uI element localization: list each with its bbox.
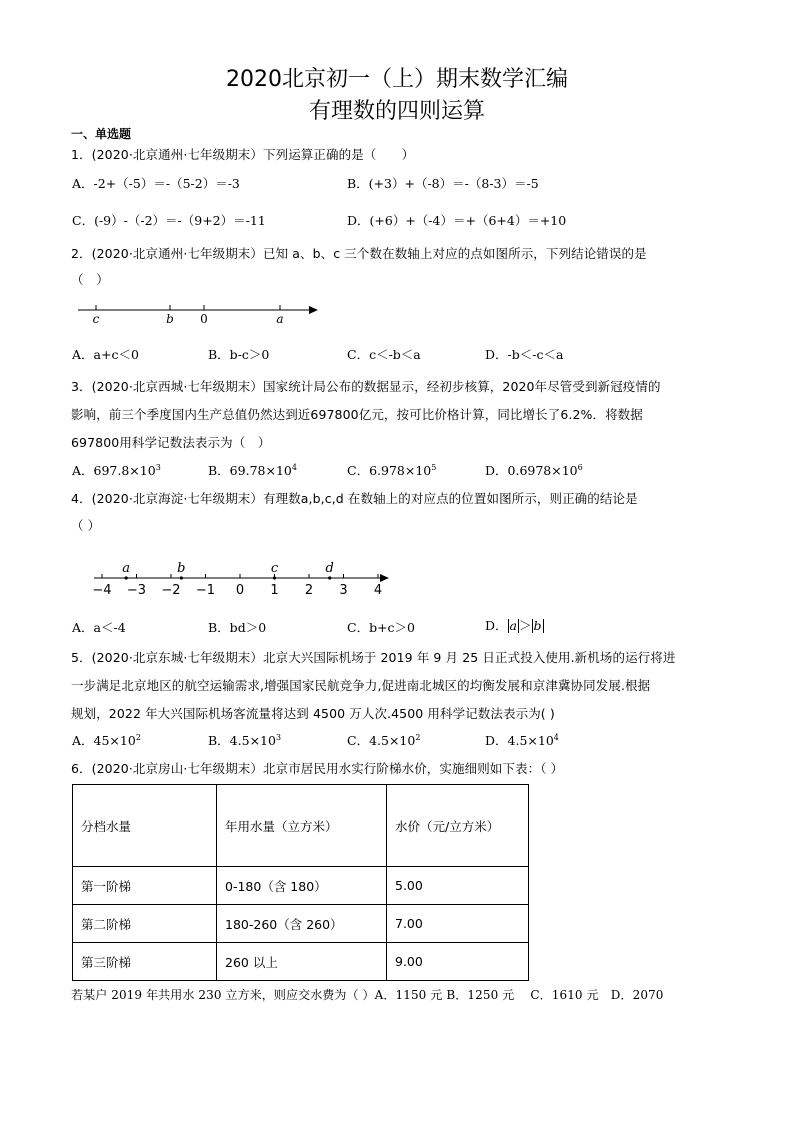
q5-option-c: C．$4.5\times 10^2$ — [347, 733, 421, 748]
table-cell: 0-180（含 180） — [217, 867, 387, 905]
q4-point-d — [328, 576, 331, 579]
q3-line1: 3．(2020·北京西城·七年级期末）国家统计局公布的数据显示，经初步核算，2020年尽管受到新冠疫情的 — [71, 379, 661, 394]
table-cell: 5.00 — [387, 867, 529, 905]
q2-label-0: 0 — [200, 312, 208, 326]
q4-tick-label: 3 — [339, 583, 348, 598]
page-subtitle: 有理数的四则运算 — [308, 99, 485, 124]
table-cell: 7.00 — [387, 905, 529, 943]
table-row — [73, 943, 529, 981]
q3-option-c: C．$6.978\times 10^5$ — [347, 463, 437, 478]
q1-stem: 1．(2020·北京通州·七年级期末）下列运算正确的是（ ） — [71, 147, 415, 162]
q4-option-c: C．b+c＞0 — [347, 620, 415, 635]
q4-tick-label: 4 — [373, 583, 383, 598]
q5-option-d: D．$4.5\times 10^4$ — [485, 733, 559, 748]
q2-option-a: A．a+c＜0 — [72, 347, 139, 362]
q1-option-d: D．(+6）+（-4）＝+（6+4）＝+10 — [347, 213, 567, 228]
q4-abs-a: a — [509, 618, 517, 633]
q4-tick-label: 2 — [304, 583, 314, 598]
table-row — [73, 867, 529, 905]
q1-option-a: A．-2+（-5）＝-（5-2）＝-3 — [72, 176, 240, 191]
water-price-table — [72, 784, 529, 981]
q4-point-b — [180, 576, 183, 579]
q5-line1: 5．(2020·北京东城·七年级期末）北京大兴国际机场于 2019 年 9 月 25 日正式投入使用.新机场的运行将进 — [71, 650, 676, 665]
q2-stem: 2．(2020·北京通州·七年级期末）已知 a、b、c 三个数在数轴上对应的点如图所示，下列结论错误的是 — [71, 246, 647, 261]
section-heading: 一、单选题 — [71, 127, 132, 141]
q4-point-c — [273, 576, 276, 579]
table-cell: 260 以上 — [217, 943, 387, 981]
q4-point-label-d: d — [325, 561, 334, 576]
table-cell: 180-260（含 260） — [217, 905, 387, 943]
q5-option-a: A．$45\times 10^2$ — [72, 733, 141, 748]
q2-label-b: b — [166, 312, 174, 326]
table-row — [73, 905, 529, 943]
q2-label-c: c — [92, 312, 100, 326]
q5-option-b: B．$4.5\times 10^3$ — [208, 733, 282, 748]
table-cell: 9.00 — [387, 943, 529, 981]
q4-arrowhead — [380, 574, 389, 582]
q4-point-label-a: a — [122, 561, 131, 576]
q4-stem: 4．(2020·北京海淀·七年级期末）有理数a,b,c,d 在数轴上的对应点的位置如图所示，则正确的结论是 — [71, 491, 638, 506]
q2-paren: （ ） — [71, 272, 109, 287]
q2-label-a: a — [276, 312, 284, 326]
q2-arrowhead — [309, 306, 318, 314]
q4-point-label-c: c — [270, 561, 279, 576]
q1-option-c: C．(-9）-（-2）＝-（9+2）＝-11 — [72, 213, 266, 228]
q3-option-b: B．$69.78\times 10^4$ — [208, 463, 297, 478]
q4-points — [122, 561, 334, 580]
q2-option-b: B．b-c＞0 — [208, 347, 270, 362]
q4-option-d: D． a ＞ b — [485, 618, 542, 633]
q4-number-line — [88, 558, 398, 602]
q4-option-b: B．bd＞0 — [208, 620, 267, 635]
q3-option-d: D．$0.6978\times 10^6$ — [485, 463, 583, 478]
q4-tick-label: −2 — [161, 583, 181, 598]
q4-abs-b: b — [533, 618, 542, 633]
q4-tick-label: −4 — [92, 583, 112, 598]
q3-line3: 697800用科学记数法表示为（ ） — [71, 435, 271, 450]
q4-tick-label: 0 — [235, 583, 245, 598]
table-cell: 第二阶梯 — [73, 905, 217, 943]
q4-point-a — [125, 576, 128, 579]
q5-line2: 一步满足北京地区的航空运输需求,增强国家民航竞争力,促进南北城区的均衡发展和京津冀协同发展.根据 — [71, 678, 651, 693]
q6-footer: 若某户 2019 年共用水 230 立方米，则应交水费为（ ）A．1150 元 B．1250 元 C．1610 元 D．2070 — [71, 988, 664, 1002]
table-cell: 第一阶梯 — [73, 867, 217, 905]
q6-stem: 6．(2020·北京房山·七年级期末）北京市居民用水实行阶梯水价，实施细则如下表：（ ） — [71, 761, 564, 776]
q5-line3: 规划，2022 年大兴国际机场客流量将达到 4500 万人次.4500 用科学记数法表示为( ) — [71, 706, 555, 721]
q4-paren: （ ） — [71, 518, 101, 533]
q1-option-b: B．(+3）+（-8）＝-（8-3）＝-5 — [347, 176, 539, 191]
page-title: 2020北京初一（上）期末数学汇编 — [226, 67, 568, 92]
q3-option-a: A．$697.8\times 10^3$ — [72, 463, 161, 478]
q2-option-c: C．c＜-b＜a — [347, 347, 421, 362]
table-header-cell: 年用水量（立方米） — [217, 785, 387, 867]
table-cell: 第三阶梯 — [73, 943, 217, 981]
q4-tick-label: −3 — [126, 583, 147, 598]
q4-point-label-b: b — [177, 561, 186, 576]
table-header-cell: 水价（元/立方米） — [387, 785, 529, 867]
table-header-row — [73, 785, 529, 867]
q2-option-d: D．-b＜-c＜a — [485, 347, 564, 362]
q3-line2: 影响，前三个季度国内生产总值仍然达到近697800亿元，按可比价格计算，同比增长了6.2%．将数据 — [71, 407, 643, 422]
q4-tick-label: −1 — [195, 583, 216, 598]
q2-number-line — [70, 296, 330, 328]
table-header-cell: 分档水量 — [73, 785, 217, 867]
q4-tick-label: 1 — [270, 583, 279, 598]
q4-option-a: A．a＜-4 — [72, 620, 126, 635]
